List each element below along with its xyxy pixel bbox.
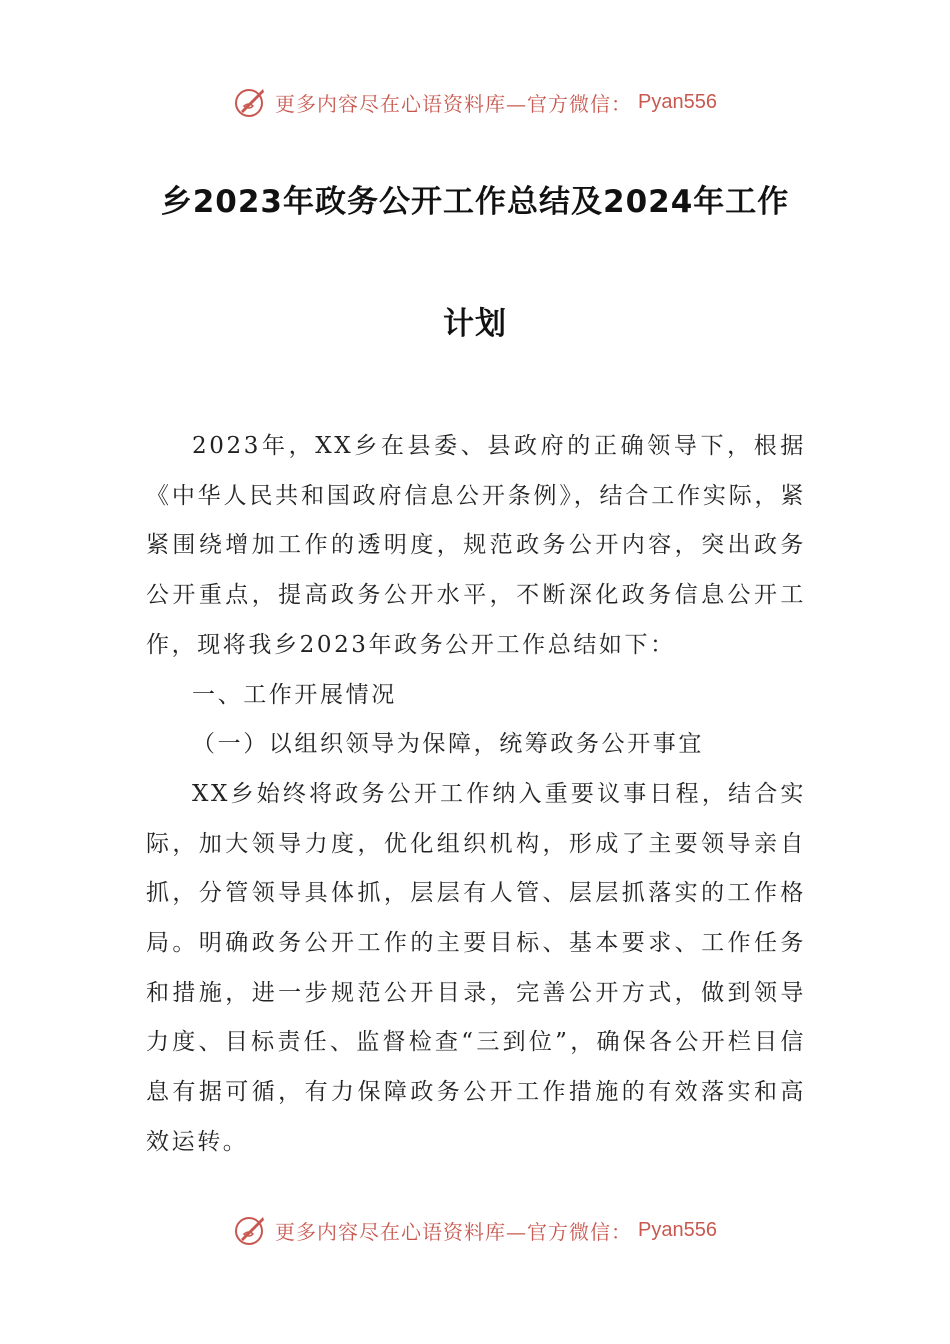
paragraph-organization: XX乡始终将政务公开工作纳入重要议事日程，结合实际，加大领导力度，优化组织机构，形成了主要领导亲自抓，分管领导具体抓，层层有人管、层层抓落实的工作格局。明确政务公开工作的主要目标、基本要求、工作任务和措施，进一步规范公开目录，完善公开方式，做到领导力度、目标责任、监督检查“三到位”，确保各公开栏目信息有据可循，有力保障政务公开工作措施的有效落实和高效运转。 bbox=[146, 780, 806, 1155]
document-title-line2: 计划 bbox=[443, 306, 507, 342]
watermark-wechat-id: Pyan556 bbox=[638, 90, 717, 113]
watermark-footer bbox=[0, 1210, 950, 1250]
watermark-text: 更多内容尽在心语资料库—官方微信： bbox=[275, 1219, 633, 1244]
section-heading-1: 一、工作开展情况 bbox=[192, 681, 397, 708]
document-title-line1: 乡2023年政务公开工作总结及2024年工作 bbox=[160, 184, 790, 220]
paragraph-intro: 2023年，XX乡在县委、县政府的正确领导下，根据《中华人民共和国政府信息公开条例》，结合工作实际，紧紧围绕增加工作的透明度，规范政务公开内容，突出政务公开重点，提高政务公开水平，不断深化政务信息公开工作，现将我乡2023年政务公开工作总结如下： bbox=[146, 433, 806, 658]
watermark-wechat-id: Pyan556 bbox=[638, 1218, 717, 1241]
watermark-header bbox=[0, 82, 950, 122]
document-body bbox=[146, 422, 806, 1168]
watermark-text: 更多内容尽在心语资料库—官方微信： bbox=[275, 91, 633, 116]
pen-logo-icon bbox=[233, 1212, 269, 1248]
subsection-heading-1: （一）以组织领导为保障，统筹政务公开事宜 bbox=[192, 731, 704, 758]
pen-logo-icon bbox=[233, 84, 269, 120]
